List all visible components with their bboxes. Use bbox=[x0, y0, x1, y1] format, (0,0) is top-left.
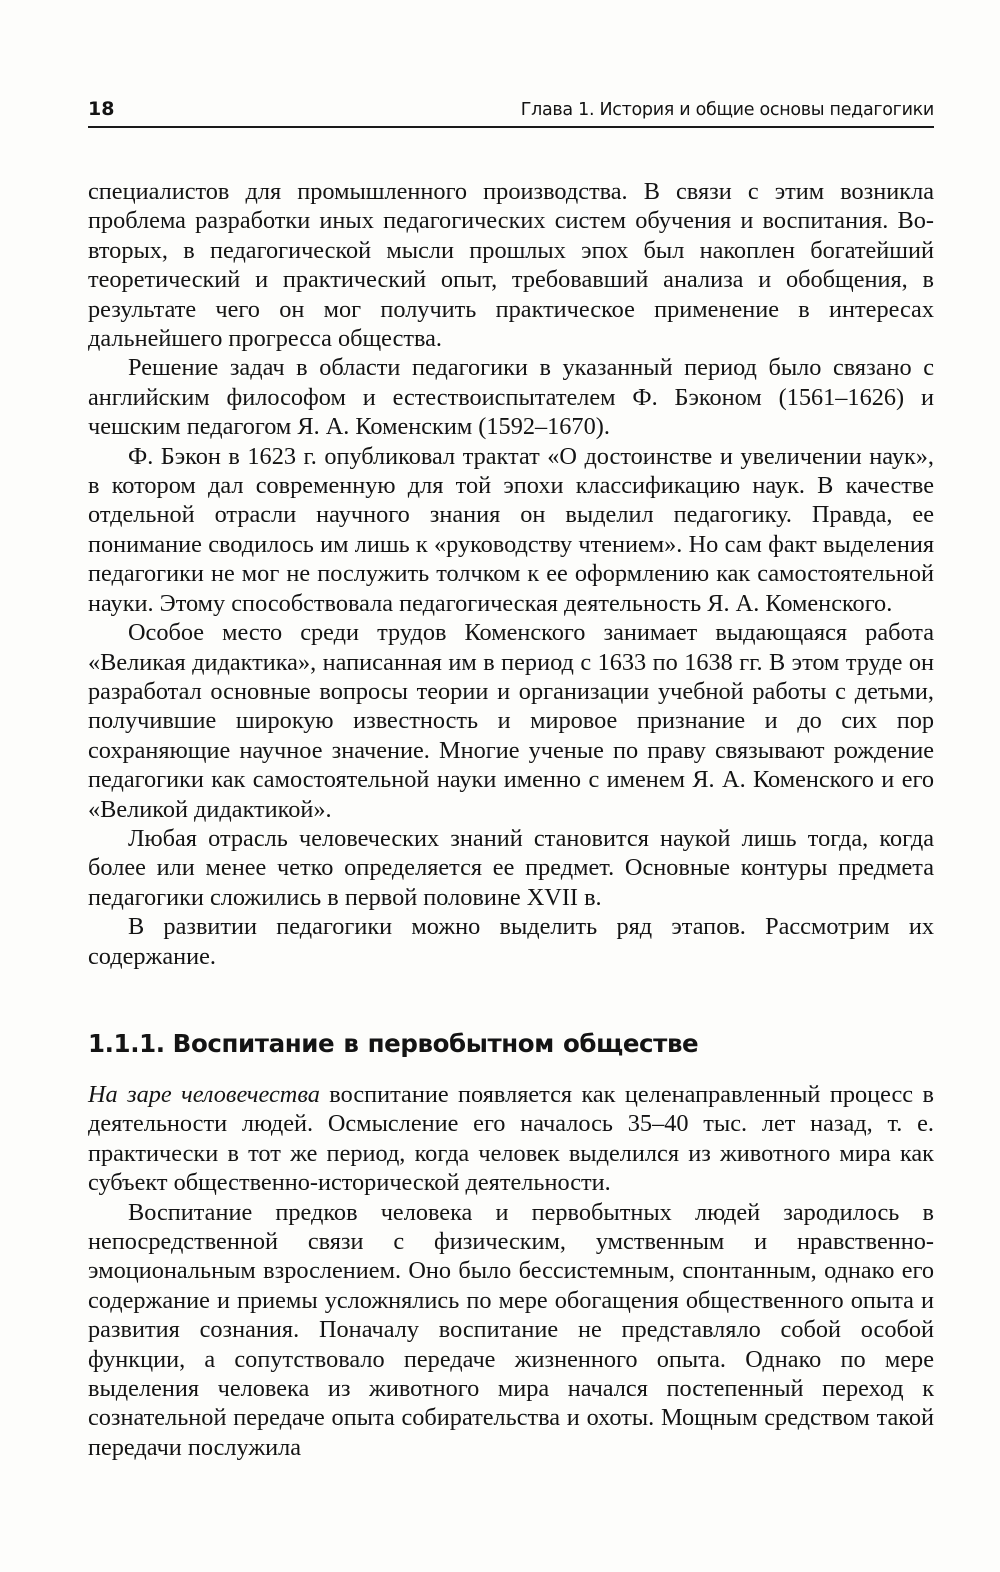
section-heading bbox=[88, 1027, 934, 1061]
running-header bbox=[88, 96, 934, 128]
italic-lead-phrase: На заре человечества bbox=[88, 1081, 320, 1108]
paragraph-subject-of-science: Любая отрасль человеческих знаний становится наукой лишь тогда, когда более или менее четко определяется ее предмет. Основные контуры предмета педагогики сложились в первой половине XVII в. bbox=[88, 824, 934, 911]
section-title: Воспитание в первобытном обществе bbox=[172, 1029, 699, 1058]
chapter-title: Глава 1. История и общие основы педагогики bbox=[520, 100, 934, 120]
paragraph-great-didactics: Особое место среди трудов Коменского занимает выдающаяся работа «Великая дидактика», написанная им в период с 1633 по 1638 гг. В этом труде он разработал основные вопросы теории и организации учебной работы с детьми, получившие широкую известность и мировое признание и до сих пор сохраняющие научное значение. Многие ученые по праву связывают рождение педагогики как самостоятельной науки именно с именем Я. А. Коменского и его «Великой дидактикой». bbox=[88, 619, 934, 823]
body-text-bottom bbox=[88, 1080, 934, 1462]
paragraph-dawn-of-humanity bbox=[88, 1080, 934, 1198]
paragraph-bacon-comenius: Решение задач в области педагогики в указанный период было связано с английским философом и естествоиспытателем Ф. Бэконом (1561–1626) и чешским педагогом Я. А. Коменским (1592–1670). bbox=[88, 354, 934, 441]
paragraph-stages: В развитии педагогики можно выделить ряд этапов. Рассмотрим их содержание. bbox=[88, 913, 934, 970]
paragraph-continuation: специалистов для промышленного производства. В связи с этим возникла проблема разработки иных педагогических систем обучения и воспитания. Во-вторых, в педагогической мысли прошлых эпох был накоплен богатейший теоретический и практический опыт, требовавший анализа и обобщения, в результате чего он мог получить практическое применение в интересах дальнейшего прогресса общества. bbox=[88, 178, 934, 353]
paragraph-primitive-upbringing: Воспитание предков человека и первобытных людей зародилось в непосредственной связи с физическим, умственным и нравственно-эмоциональным взрослением. Оно было бессистемным, спонтанным, однако его содержание и приемы усложнялись по мере обогащения общественного опыта и развития сознания. Поначалу воспитание не представляло собой особой функции, а сопутствовало передаче жизненного опыта. Однако по мере выделения человека из животного мира начался постепенный переход к сознательной передаче опыта собирательства и охоты. Мощным средством такой передачи послужила bbox=[88, 1198, 934, 1461]
section-number: 1.1.1. bbox=[88, 1029, 165, 1058]
body-text-top bbox=[88, 177, 934, 971]
paragraph-bacon-treatise: Ф. Бэкон в 1623 г. опубликовал трактат «О достоинстве и увеличении наук», в котором дал современную для той эпохи классификацию наук. В качестве отдельной отрасли научного знания он выделил педагогику. Правда, ее понимание сводилось им лишь к «руководству чтением». Но сам факт выделения педагогики не мог не послужить толчком к ее оформлению как самостоятельной науки. Этому способствовала педагогическая деятельность Я. А. Коменского. bbox=[88, 442, 934, 617]
paragraph-dawn-rest: воспитание появляется как целенаправленный процесс в деятельности людей. Осмысление его началось 35–40 тыс. лет назад, т. е. практически в тот же период, когда человек выделился из животного мира как субъект общественно-исторической деятельности. bbox=[88, 1081, 934, 1197]
page-number: 18 bbox=[88, 98, 115, 120]
